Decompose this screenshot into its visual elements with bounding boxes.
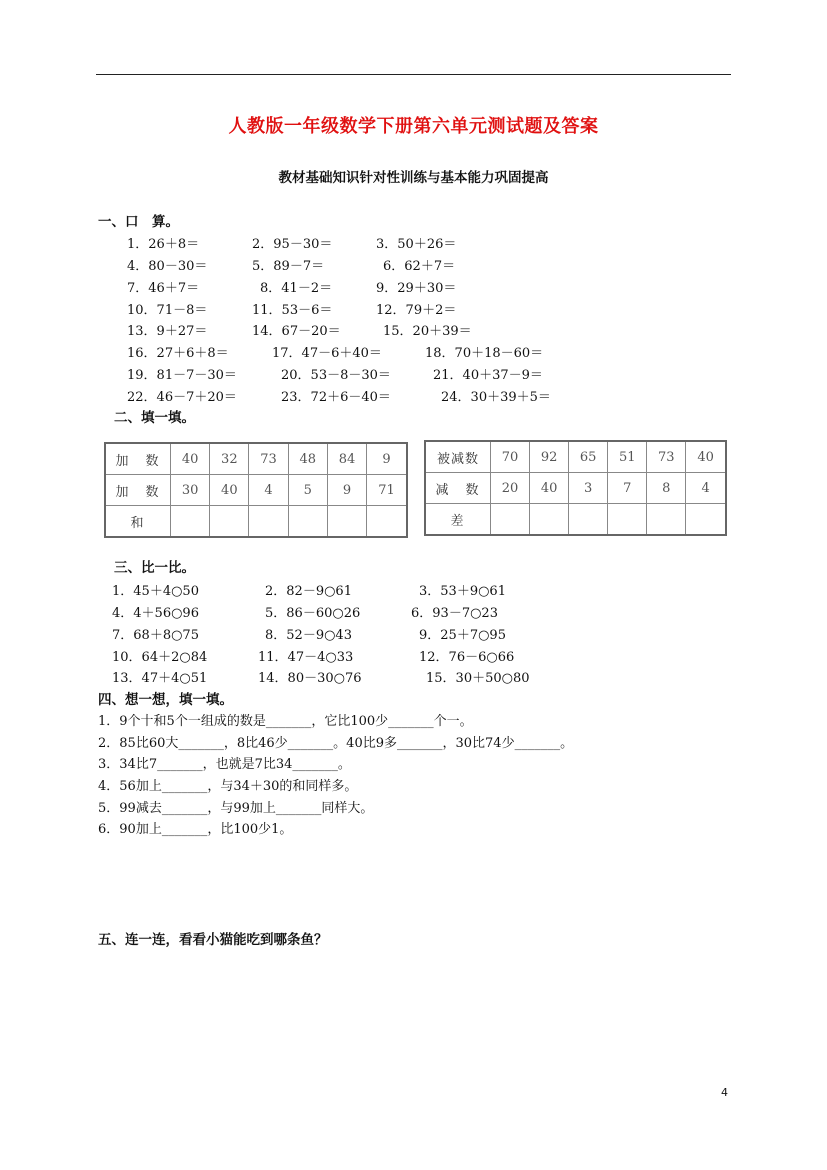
answer-cell[interactable]: [491, 504, 530, 536]
table-cell: 9: [367, 443, 407, 475]
fill-line: 3．34比7_______，也就是7比34_______。: [98, 757, 351, 772]
oral-calc-item: 17．47－6＋40＝: [272, 346, 382, 361]
oral-calc-item: 1．26＋8＝: [127, 237, 200, 252]
answer-cell[interactable]: [327, 506, 366, 538]
oral-calc-item: 16．27＋6＋8＝: [127, 346, 229, 361]
oral-calc-item: 23．72＋6－40＝: [281, 390, 391, 405]
oral-calc-item: 19．81－7－30＝: [127, 368, 237, 383]
subtraction-table: [424, 440, 727, 536]
section4-heading: 四、想一想，填一填。: [98, 692, 233, 708]
answer-cell[interactable]: [647, 504, 686, 536]
compare-item: 12．76－6○66: [419, 650, 515, 665]
answer-cell[interactable]: [569, 504, 608, 536]
compare-item: 10．64＋2○84: [112, 650, 208, 665]
table-cell: 5: [288, 475, 327, 506]
section3-heading: 三、比一比。: [114, 560, 195, 576]
table-cell: 32: [210, 443, 249, 475]
table-cell: 92: [530, 441, 569, 473]
compare-item: 13．47＋4○51: [112, 671, 208, 686]
difference-label: 差: [425, 504, 491, 536]
oral-calc-item: 5．89－7＝: [252, 259, 325, 274]
table-cell: 70: [491, 441, 530, 473]
compare-item: 8．52－9○43: [265, 628, 352, 643]
table-cell: 20: [491, 473, 530, 504]
oral-calc-item: 9．29＋30＝: [376, 281, 457, 296]
compare-item: 4．4＋56○96: [112, 606, 199, 621]
table-cell: 65: [569, 441, 608, 473]
answer-cell[interactable]: [530, 504, 569, 536]
table-cell: 40: [530, 473, 569, 504]
answer-cell[interactable]: [249, 506, 288, 538]
oral-calc-item: 13．9＋27＝: [127, 324, 208, 339]
compare-item: 3．53＋9○61: [419, 584, 506, 599]
table-cell: 73: [249, 443, 288, 475]
oral-calc-item: 15．20＋39＝: [383, 324, 472, 339]
table-cell: 51: [608, 441, 647, 473]
oral-calc-item: 12．79＋2＝: [376, 303, 457, 318]
section2-heading: 二、填一填。: [114, 410, 195, 426]
fill-line: 6．90加上_______，比100少1。: [98, 822, 293, 837]
oral-calc-item: 8．41－2＝: [260, 281, 333, 296]
oral-calc-item: 18．70＋18－60＝: [425, 346, 544, 361]
sum-label: 和: [105, 506, 171, 538]
table-cell: 8: [647, 473, 686, 504]
addend-label: 加 数: [105, 443, 171, 475]
oral-calc-item: 6．62＋7＝: [383, 259, 456, 274]
addition-table: [104, 442, 408, 538]
table-cell: 3: [569, 473, 608, 504]
compare-item: 5．86－60○26: [265, 606, 361, 621]
fill-line: 1．9个十和5个一组成的数是_______，它比100少_______个一。: [98, 714, 473, 729]
answer-cell[interactable]: [171, 506, 210, 538]
oral-calc-item: 20．53－8－30＝: [281, 368, 391, 383]
oral-calc-item: 3．50＋26＝: [376, 237, 457, 252]
answer-cell[interactable]: [367, 506, 407, 538]
header-rule: [96, 74, 731, 75]
compare-item: 7．68＋8○75: [112, 628, 199, 643]
oral-calc-item: 21．40＋37－9＝: [433, 368, 543, 383]
compare-item: 9．25＋7○95: [419, 628, 506, 643]
answer-cell[interactable]: [288, 506, 327, 538]
table-cell: 4: [249, 475, 288, 506]
table-cell: 71: [367, 475, 407, 506]
fill-line: 5．99减去_______，与99加上_______同样大。: [98, 801, 374, 816]
table-cell: 73: [647, 441, 686, 473]
compare-item: 14．80－30○76: [258, 671, 362, 686]
table-cell: 7: [608, 473, 647, 504]
table-cell: 40: [210, 475, 249, 506]
oral-calc-item: 10．71－8＝: [127, 303, 208, 318]
table-cell: 30: [171, 475, 210, 506]
table-cell: 9: [327, 475, 366, 506]
oral-calc-item: 2．95－30＝: [252, 237, 333, 252]
table-cell: 40: [686, 441, 726, 473]
compare-item: 2．82－9○61: [265, 584, 352, 599]
oral-calc-item: 11．53－6＝: [252, 303, 333, 318]
table-cell: 48: [288, 443, 327, 475]
oral-calc-item: 22．46－7＋20＝: [127, 390, 237, 405]
page-number: 4: [721, 1086, 728, 1099]
fill-line: 2．85比60大_______，8比46少_______。40比9多_______，30比74少_______。: [98, 736, 574, 751]
subtrahend-label: 减 数: [425, 473, 491, 504]
answer-cell[interactable]: [608, 504, 647, 536]
oral-calc-item: 24．30＋39＋5＝: [441, 390, 551, 405]
compare-item: 6．93－7○23: [411, 606, 498, 621]
compare-item: 15．30＋50○80: [426, 671, 530, 686]
addend-label: 加 数: [105, 475, 171, 506]
compare-item: 1．45＋4○50: [112, 584, 199, 599]
fill-line: 4．56加上_______，与34＋30的和同样多。: [98, 779, 358, 794]
section1-heading: 一、口 算。: [98, 214, 179, 230]
table-cell: 4: [686, 473, 726, 504]
minuend-label: 被减数: [425, 441, 491, 473]
page-subtitle: 教材基础知识针对性训练与基本能力巩固提高: [278, 170, 549, 186]
oral-calc-item: 7．46＋7＝: [127, 281, 200, 296]
table-cell: 84: [327, 443, 366, 475]
section5-heading: 五、连一连，看看小猫能吃到哪条鱼？: [98, 932, 328, 948]
oral-calc-item: 4．80－30＝: [127, 259, 208, 274]
answer-cell[interactable]: [210, 506, 249, 538]
answer-cell[interactable]: [686, 504, 726, 536]
page-title: 人教版一年级数学下册第六单元测试题及答案: [228, 116, 599, 137]
oral-calc-item: 14．67－20＝: [252, 324, 341, 339]
table-cell: 40: [171, 443, 210, 475]
compare-item: 11．47－4○33: [258, 650, 354, 665]
